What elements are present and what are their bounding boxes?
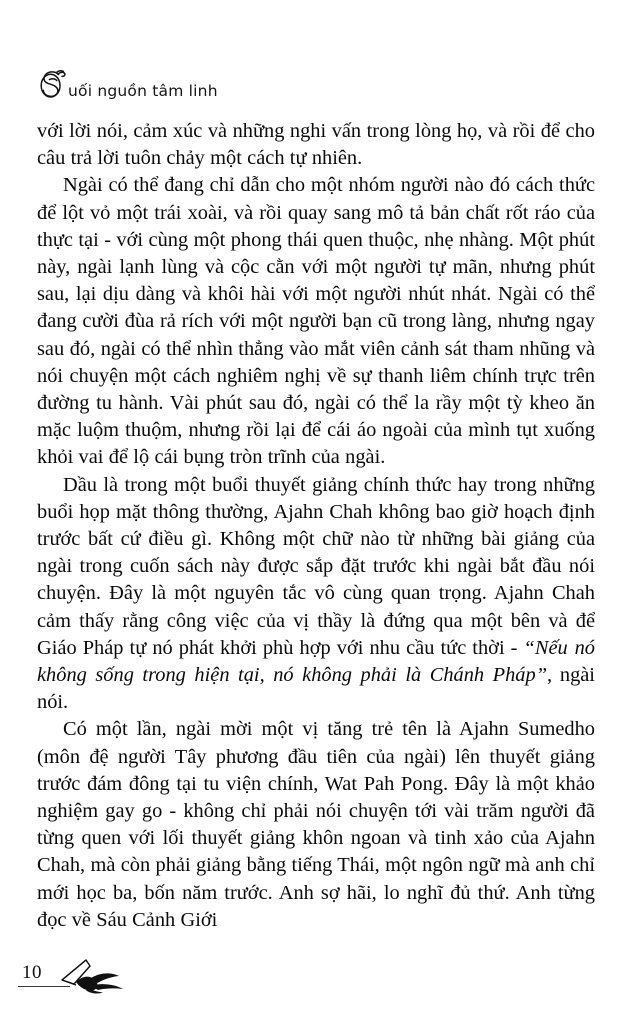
running-head-title: uối nguồn tâm linh [68,82,218,100]
paragraph-4 [37,716,595,934]
paragraph-4-text: Có một lần, ngài mời một vị tăng trẻ tên là Ajahn Sumedho (môn đệ người Tây phương đầu tiên của ngài) lên thuyết giảng trước đám đông tại tu viện chính, Wat Pah Pong. Đây là một khảo nghiệm gay go - không chỉ phải nói chuyện tới vài trăm người đã từng quen với lối thuyết giảng khôn ngoan và tinh xảo của Ajahn Chah, mà còn phải giảng bằng tiếng Thái, một ngôn ngữ mà anh chỉ mới học ba, bốn năm trước. Anh sợ hãi, lo nghĩ đủ thứ. Anh từng đọc về Sáu Cảnh Giới [37,718,595,931]
page-footer [18,960,258,1010]
footer-ornament-icon [56,954,166,1002]
paragraph-3-text-after-quote: , ngài nói. [37,664,595,714]
paragraph-2 [37,172,595,471]
paragraph-3-quote: “Nếu nó không sống trong hiện tại, nó không phải là Chánh Pháp” [37,636,595,687]
page-number: 10 [22,962,42,983]
paragraph-3 [37,472,595,717]
paragraph-1-text: với lời nói, cảm xúc và những nghi vấn trong lòng họ, và rồi để cho câu trả lời tuôn chảy một cách tự nhiên. [37,120,595,170]
paragraph-1 [37,118,595,172]
body-text-column [37,118,595,934]
paragraph-2-text: Ngài có thể đang chỉ dẫn cho một nhóm người nào đó cách thức để lột vỏ một trái xoài, và rồi quay sang mô tả bản chất rốt ráo của thực tại - với cùng một phong thái quen thuộc, nhẹ nhàng. Một phút này, ngài lạnh lùng và cộc cằn với một người tự mãn, nhưng phút sau, lại dịu dàng và khôi hài với một người nhút nhát. Ngài có thể đang cười đùa rả rích với một người bạn cũ trong làng, nhưng ngay sau đó, ngài có thể nhìn thẳng vào mắt viên cảnh sát tham nhũng và nói chuyện một cách nghiêm nghị về sự thanh liêm chính trực trên đường tu hành. Vài phút sau đó, ngài có thể la rầy một tỳ kheo ăn mặc luộm thuộm, nhưng rồi lại để cái áo ngoài của mình tụt xuống khỏi vai để lộ cái bụng tròn trĩnh của ngài. [37,174,595,469]
paragraph-3-text-before-quote: Dầu là trong một buổi thuyết giảng chính thức hay trong những buổi họp mặt thông thường, Ajahn Chah không bao giờ hoạch định trước bất cứ điều gì. Không một chữ nào từ những bài giảng của ngài trong cuốn sách này được sắp đặt trước khi ngài bắt đầu nói chuyện. Đây là một nguyên tắc vô cùng quan trọng. Ajahn Chah cảm thấy rằng công việc của vị thầy là đứng qua một bên và để Giáo Pháp tự nó phát khởi phù hợp với nhu cầu tức thời - [37,473,595,659]
running-head [37,64,218,98]
swash-capital-s-icon [37,68,67,100]
